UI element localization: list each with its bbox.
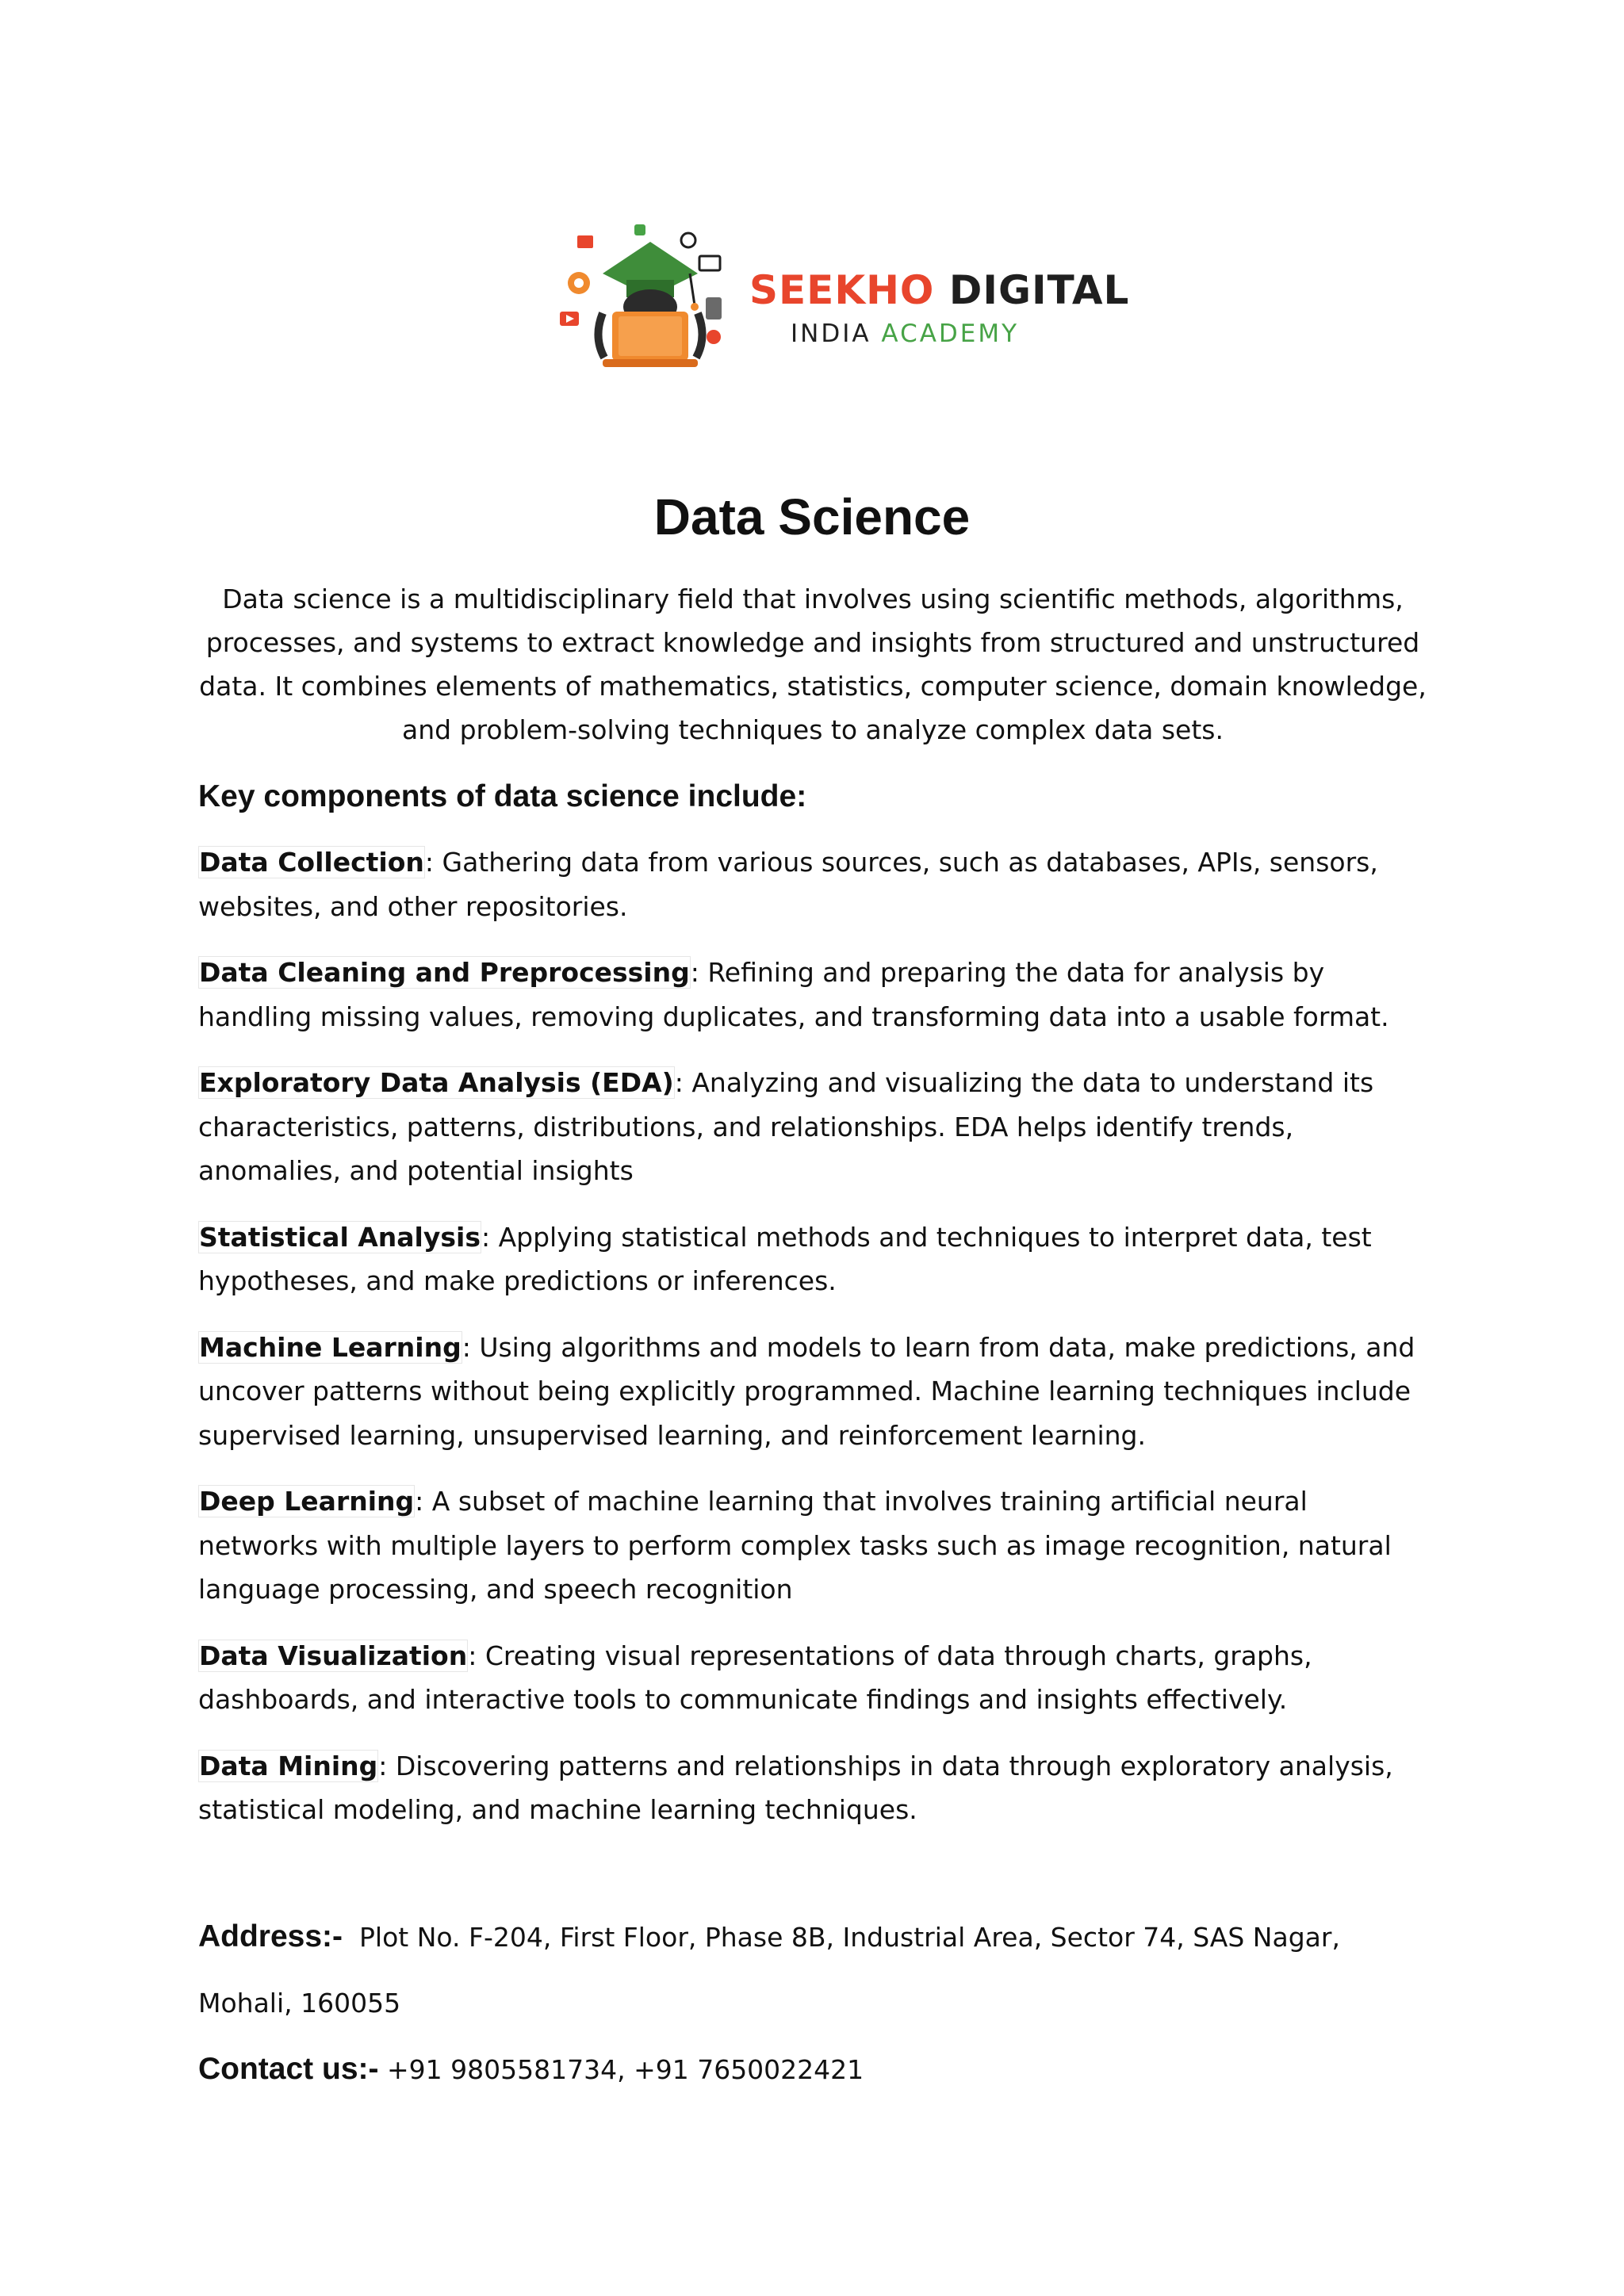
component-term: Exploratory Data Analysis (EDA) [199,1067,674,1098]
logo-subtitle [791,320,1019,348]
intro-paragraph: Data science is a multidisciplinary field that involves using scientific methods, algorithms, processes, and systems to extract knowledge and insights from structured and unstructured data. It combines elements of mathematics, statistics, computer science, domain knowledge, and problem-solving techniques to analyze complex data sets. [199,584,1427,745]
contact-label: Contact us:- [198,2052,379,2086]
component-term: Deep Learning [199,1486,415,1517]
address-line [198,1915,1435,1959]
address-label: Address:- [198,1919,343,1954]
component-term: Data Collection [199,847,424,878]
component-item-data-visualization [198,1634,1435,1722]
address-line-2: Mohali, 160055 [198,1988,401,2019]
logo-word-seekho: SEEKHO [749,267,935,313]
graduate-laptop-logo-icon [555,218,737,385]
component-description: : Analyzing and visualizing the data to understand its characteristics, patterns, distributions, and relationships. EDA helps identify trends, anomalies, and potential insights [198,1067,1374,1186]
component-item-data-collection [198,840,1435,928]
components-heading: Key components of data science include: [198,779,807,813]
component-item-data-mining [198,1744,1435,1832]
component-description: : Discovering patterns and relationships in data through exploratory analysis, statistical modeling, and machine learning techniques. [198,1750,1393,1825]
component-item-machine-learning [198,1326,1435,1458]
logo-word-india: INDIA [791,320,871,348]
address-value: Plot No. F-204, First Floor, Phase 8B, Industrial Area, Sector 74, SAS Nagar, [359,1922,1340,1953]
component-description: : A subset of machine learning that involves training artificial neural networks with multiple layers to perform complex tasks such as image recognition, natural language processing, and speech recognition [198,1486,1392,1605]
contact-value: +91 9805581734, +91 7650022421 [387,2054,864,2085]
contact-footer [198,1915,1435,2114]
component-description: : Creating visual representations of data through charts, graphs, dashboards, and interactive tools to communicate findings and insights effectively. [198,1640,1312,1715]
component-term: Machine Learning [199,1331,462,1363]
component-item-eda [198,1061,1435,1193]
logo-word-digital: DIGITAL [948,267,1130,313]
component-term: Data Visualization [199,1640,468,1671]
component-description: : Gathering data from various sources, such as databases, APIs, sensors, websites, and other repositories. [198,847,1378,922]
company-logo [555,218,1130,385]
logo-word-academy: ACADEMY [881,320,1020,348]
components-list [198,840,1435,1854]
logo-brand-name [749,267,1129,313]
contact-line [198,2047,1435,2091]
page-title: Data Science [653,488,971,545]
component-term: Statistical Analysis [199,1221,481,1253]
component-item-statistical-analysis [198,1215,1435,1303]
component-description: : Applying statistical methods and techniques to interpret data, test hypotheses, and make predictions or inferences. [198,1221,1372,1296]
component-term: Data Cleaning and Preprocessing [199,957,690,988]
component-description: : Using algorithms and models to learn from data, make predictions, and uncover patterns without being explicitly programmed. Machine learning techniques include supervised learning, unsupervised learning, and reinforcement learning. [198,1331,1415,1451]
component-term: Data Mining [199,1750,378,1781]
component-description: : Refining and preparing the data for analysis by handling missing values, removing duplicates, and transforming data into a usable format. [198,957,1389,1032]
component-item-deep-learning [198,1479,1435,1612]
component-item-data-cleaning [198,951,1435,1039]
